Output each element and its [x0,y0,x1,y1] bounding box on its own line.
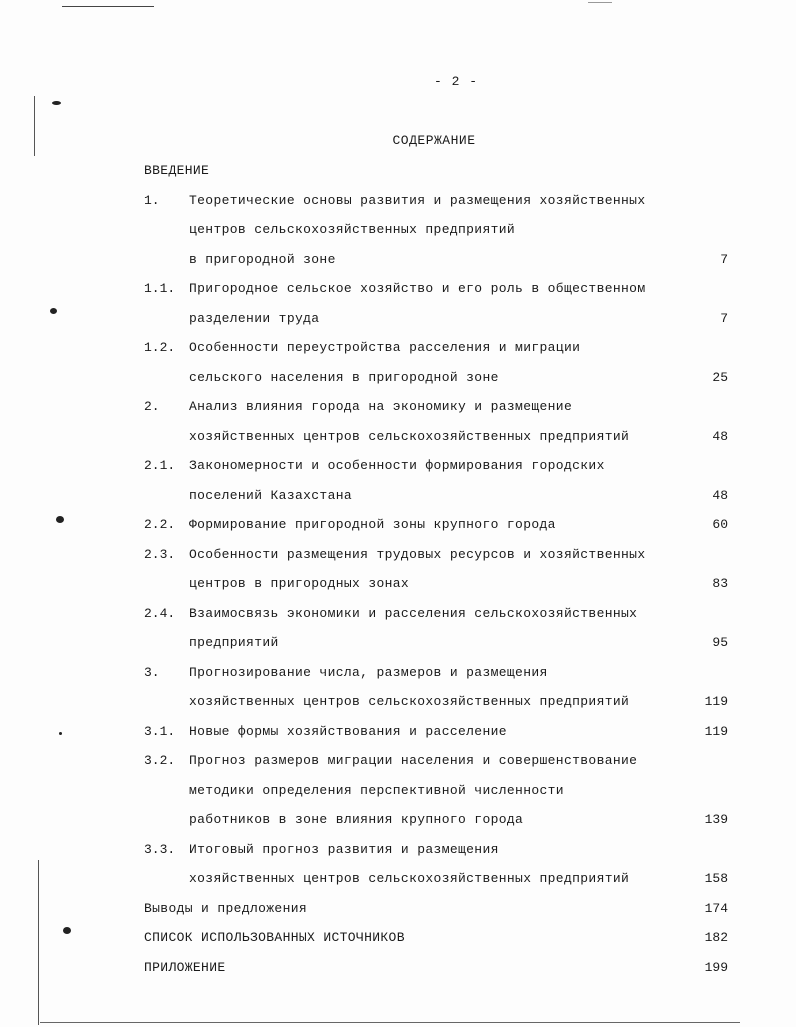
toc-entry-text: хозяйственных центров сельскохозяйственных предприятий [189,428,630,444]
toc-entry-text: хозяйственных центров сельскохозяйственных предприятий [189,871,630,886]
toc-entry-number: 3.2. [144,753,176,768]
toc-entry-number: 2.3. [144,546,176,562]
toc-entry-page: 158 [704,871,728,886]
toc-entry-number: 2. [144,399,160,414]
toc-entry-text: Формирование пригородной зоны крупного города [189,517,556,532]
toc-entry-text: предприятий [189,635,279,650]
toc-entry-page: 182 [704,930,728,945]
toc-entry-text: разделении труда [189,310,320,326]
toc-entry-page: 48 [712,487,728,503]
toc-entry-number: 2.4. [144,605,176,621]
toc-entry-page: 199 [704,959,728,975]
toc-entry-text: поселений Казахстана [189,487,353,503]
toc-entry-text: Прогнозирование числа, размеров и размещения [189,664,548,680]
toc-entry-text: Прогноз размеров миграции населения и совершенствование [189,753,638,768]
toc-entry-text: Особенности переустройства расселения и миграции [189,340,581,355]
toc-entry-page: 7 [720,251,728,267]
toc-entry-text: в пригородной зоне [189,251,336,267]
toc-entry-text: Особенности размещения трудовых ресурсов и хозяйственных [189,546,646,562]
toc-entry-number: 1.2. [144,340,176,355]
toc-entry-text: Выводы и предложения [144,900,308,916]
toc-entry-text: Теоретические основы развития и размещения хозяйственных [189,192,646,208]
toc-entry-text: Закономерности и особенности формирования городских [189,458,605,473]
toc-entry-text: Анализ влияния города на экономику и размещение [189,399,573,414]
toc-entry-text: Новые формы хозяйствования и расселение [189,723,507,739]
toc-entry-page: 48 [712,428,728,444]
toc-entry-number: 3.3. [144,841,176,857]
toc-entry-text: хозяйственных центров сельскохозяйственных предприятий [189,694,630,709]
toc-entry-text: ПРИЛОЖЕНИЕ [144,959,226,975]
toc-entry-number: 2.1. [144,458,176,473]
toc-entry-page: 25 [712,369,728,385]
toc-entry-text: работников в зоне влияния крупного города [189,812,524,827]
toc-entry-number: 3.1. [144,723,176,739]
toc-entry-text: Взаимосвязь экономики и расселения сельскохозяйственных [189,605,638,621]
toc-entry-number: 1.1. [144,281,176,296]
toc-entry-number: 3. [144,664,160,680]
toc-entry-page: 7 [720,310,728,326]
toc-entry-page: 139 [704,812,728,827]
toc-entry-text: ВВЕДЕНИЕ [144,163,210,178]
toc-entry-text: сельского населения в пригородной зоне [189,369,499,385]
toc-entry-page: 174 [704,900,728,916]
toc-entry-text: центров в пригородных зонах [189,576,410,591]
toc-entry-text: СПИСОК ИСПОЛЬЗОВАННЫХ ИСТОЧНИКОВ [144,930,405,945]
toc-entry-page: 119 [704,723,728,739]
toc-entry-page: 83 [712,576,728,591]
toc-entry-text: центров сельскохозяйственных предприятий [189,222,516,237]
toc-title: СОДЕРЖАНИЕ [392,133,476,148]
toc-entry-number: 2.2. [144,517,176,532]
toc-entry-text: методики определения перспективной численности [189,782,564,798]
toc-entry-page: 95 [712,635,728,650]
toc-entry-page: 60 [712,517,728,532]
toc-entry-page: 119 [704,694,728,709]
toc-entry-number: 1. [144,192,160,208]
page-number: - 2 - [433,74,478,89]
toc-entry-text: Пригородное сельское хозяйство и его роль в общественном [189,281,646,296]
toc-entry-text: Итоговый прогноз развития и размещения [189,841,499,857]
